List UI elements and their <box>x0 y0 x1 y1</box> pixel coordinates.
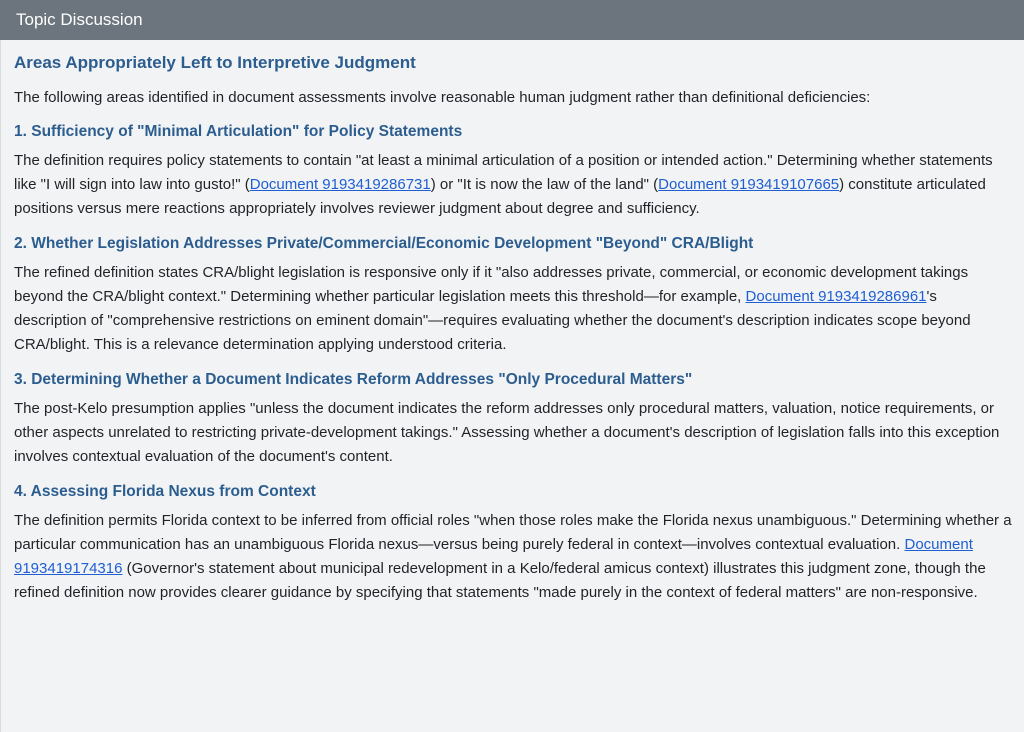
section-1 <box>14 121 1012 221</box>
body-text: The refined definition states CRA/blight legislation is responsive only if it "also addresses private, commercial, or economic development takings beyond the CRA/blight context." Determining whether particular legislation meets this threshold—for example, <box>14 264 969 305</box>
section-heading: 3. Determining Whether a Document Indicates Reform Addresses "Only Procedural Matters" <box>14 371 693 388</box>
body-text: The post-Kelo presumption applies "unless the document indicates the reform addresses only procedural matters, valuation, notice requirements, or other aspects unrelated to restricting private-development takings." Assessing whether a document's description of legislation falls into this exception involves contextual evaluation of the document's content. <box>14 400 1000 465</box>
intro-text: The following areas identified in document assessments involve reasonable human judgment rather than definitional deficiencies: <box>14 89 871 106</box>
body-text: (Governor's statement about municipal redevelopment in a Kelo/federal amicus context) illustrates this judgment zone, though the refined definition now provides clearer guidance by specifying that statements "made purely in the context of federal matters" are non-responsive. <box>14 560 986 601</box>
body-text: 's description of "comprehensive restrictions on eminent domain"—requires evaluating whether the document's description indicates scope beyond CRA/blight. This is a relevance determination applying understood criteria. <box>14 288 971 353</box>
section-heading: 2. Whether Legislation Addresses Private/Commercial/Economic Development "Beyond" CRA/Blight <box>14 235 754 252</box>
body-text: The definition requires policy statements to contain "at least a minimal articulation of a position or intended action." Determining whether statements like "I will sign into law into gusto!" ( <box>14 152 993 193</box>
section-heading: 4. Assessing Florida Nexus from Context <box>14 483 316 500</box>
panel-body <box>0 40 1024 732</box>
panel-header <box>0 0 1024 40</box>
document-link[interactable]: Document 9193419174316 <box>14 536 973 577</box>
page-title: Areas Appropriately Left to Interpretive Judgment <box>14 53 416 72</box>
document-link[interactable]: Document 9193419286731 <box>249 176 431 193</box>
section-heading: 1. Sufficiency of "Minimal Articulation" for Policy Statements <box>14 123 463 140</box>
section-4 <box>14 481 1012 605</box>
body-text: The definition permits Florida context to be inferred from official roles "when those roles make the Florida nexus unambiguous." Determining whether a particular communication has an unambiguous Florida nexus—versus being purely federal in context—involves contextual evaluation. <box>14 512 1012 553</box>
panel-title: Topic Discussion <box>16 10 143 29</box>
body-text: ) constitute articulated positions versus mere reactions appropriately involves reviewer judgment about degree and sufficiency. <box>14 176 986 217</box>
document-link[interactable]: Document 9193419107665 <box>658 176 840 193</box>
document-link[interactable]: Document 9193419286961 <box>745 288 927 305</box>
section-body <box>14 509 1012 605</box>
body-text: ) or "It is now the law of the land" ( <box>430 176 659 193</box>
section-2 <box>14 233 1012 357</box>
section-body <box>14 149 1012 221</box>
section-body <box>14 397 1012 469</box>
section-body <box>14 261 1012 357</box>
section-3 <box>14 369 1012 469</box>
